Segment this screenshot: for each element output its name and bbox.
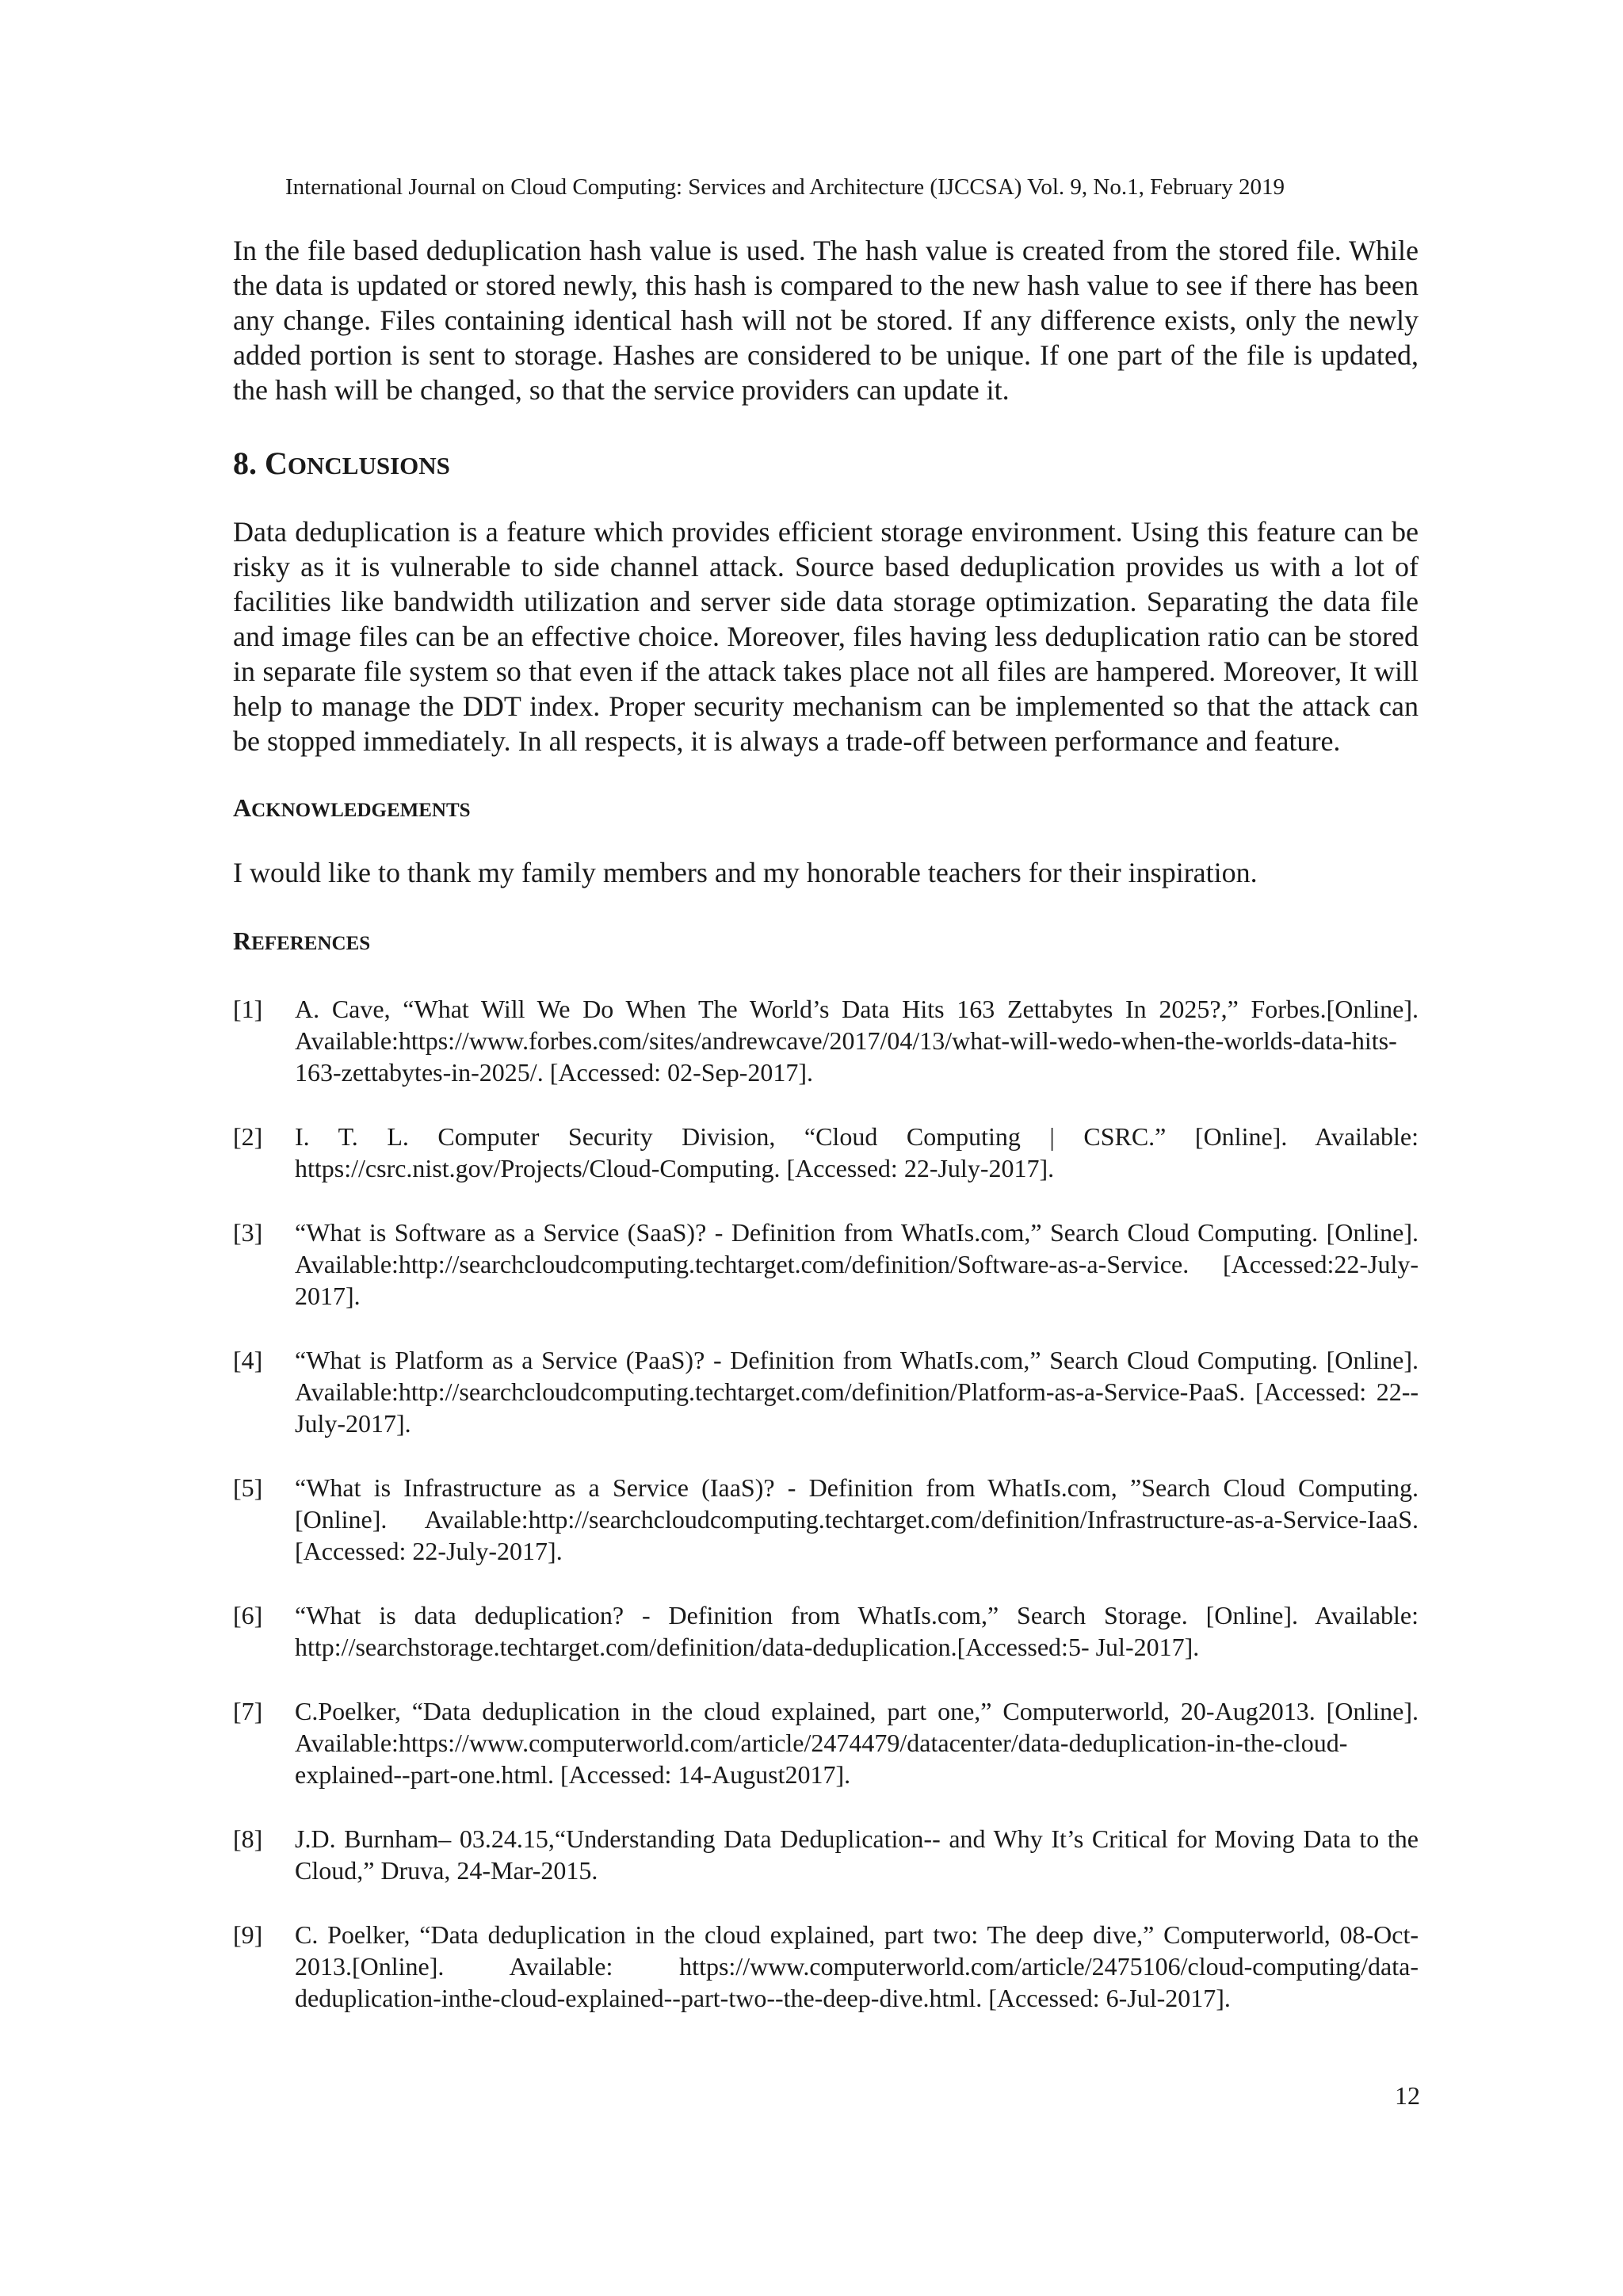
reference-number: [8]: [233, 1824, 263, 1853]
page-number: 12: [1395, 2081, 1420, 2110]
reference-text: “What is data deduplication? - Definition from WhatIs.com,” Search Storage. [Online]. Available: http://searchstorage.techtarget.com/definition/data-deduplication.[Accessed:5- Jul-2017].: [295, 1601, 1419, 1661]
reference-number: [5]: [233, 1473, 263, 1502]
references-title-cap: R: [233, 926, 252, 955]
reference-number: [3]: [233, 1218, 263, 1247]
acknowledgements-heading: [233, 792, 1419, 827]
reference-item: [233, 1217, 1419, 1312]
reference-item: [233, 1695, 1419, 1790]
reference-item: [233, 1472, 1419, 1567]
reference-number: [2]: [233, 1122, 263, 1151]
reference-item: [233, 1344, 1419, 1439]
reference-number: [6]: [233, 1601, 263, 1629]
reference-item: [233, 993, 1419, 1088]
references-heading: [233, 925, 1419, 960]
reference-text: I. T. L. Computer Security Division, “Cloud Computing | CSRC.” [Online]. Available: https://csrc.nist.gov/Projects/Cloud-Computing. [Accessed: 22-July-2017].: [295, 1122, 1419, 1182]
conclusions-title-rest: ONCLUSIONS: [287, 452, 450, 479]
reference-text: C.Poelker, “Data deduplication in the cloud explained, part one,” Computerworld, 20-Aug2013. [Online]. Available:https://www.computerworld.com/article/2474479/datacenter/data-deduplication-in-the-cloud-explained--part-one.html. [Accessed: 14-August2017].: [295, 1697, 1419, 1789]
page-content: [233, 233, 1419, 2014]
reference-text: J.D. Burnham– 03.24.15,“Understanding Data Deduplication-- and Why It’s Critical for Moving Data to the Cloud,” Druva, 24-Mar-2015.: [295, 1824, 1419, 1885]
reference-number: [1]: [233, 995, 263, 1023]
conclusions-number: 8.: [233, 445, 265, 481]
reference-text: “What is Platform as a Service (PaaS)? - Definition from WhatIs.com,” Search Cloud Computing. [Online]. Available:http://searchcloudcomputing.techtarget.com/definition/Platform-as-a-Service-PaaS. [Accessed: 22--July-2017].: [295, 1346, 1419, 1438]
conclusions-title-cap: C: [265, 445, 288, 481]
reference-item: [233, 1919, 1419, 2014]
reference-number: [7]: [233, 1697, 263, 1725]
reference-item: [233, 1823, 1419, 1886]
acknowledgements-paragraph: I would like to thank my family members and my honorable teachers for their inspiration.: [233, 857, 1258, 888]
reference-text: C. Poelker, “Data deduplication in the cloud explained, part two: The deep dive,” Computerworld, 08-Oct-2013.[Online]. Available: https://www.computerworld.com/article/2475106/cloud-computing/data-deduplication-inthe-cloud-explained--part-two--the-deep-dive.html. [Accessed: 6-Jul-2017].: [295, 1920, 1419, 2012]
reference-text: A. Cave, “What Will We Do When The World’s Data Hits 163 Zettabytes In 2025?,” Forbes.[Online]. Available:https://www.forbes.com/sites/andrewcave/2017/04/13/what-will-wedo-when-the-worlds-data-hits-163-zettabytes-in-2025/. [Accessed: 02-Sep-2017].: [295, 995, 1419, 1087]
conclusions-paragraph: Data deduplication is a feature which provides efficient storage environment. Using this feature can be risky as it is vulnerable to side channel attack. Source based deduplication provides us with a lot of facilities like bandwidth utilization and server side data storage optimization. Separating the data file and image files can be an effective choice. Moreover, files having less deduplication ratio can be stored in separate file system so that even if the attack takes place not all files are hampered. Moreover, It will help to manage the DDT index. Proper security mechanism can be implemented so that the attack can be stopped immediately. In all respects, it is always a trade-off between performance and feature.: [233, 516, 1419, 757]
reference-item: [233, 1599, 1419, 1663]
reference-number: [9]: [233, 1920, 263, 1949]
reference-item: [233, 1121, 1419, 1184]
acknowledgements-title-cap: A: [233, 793, 252, 822]
acknowledgements-title-rest: CKNOWLEDGEMENTS: [251, 800, 471, 821]
conclusions-heading: [233, 444, 1419, 486]
running-header: International Journal on Cloud Computing: Services and Architecture (IJCCSA) Vol. 9, No.1, February 2019: [285, 174, 1285, 200]
reference-number: [4]: [233, 1346, 263, 1374]
intro-paragraph: In the file based deduplication hash value is used. The hash value is created from the stored file. While the data is updated or stored newly, this hash is compared to the new hash value to see if there has been any change. Files containing identical hash will not be stored. If any difference exists, only the newly added portion is sent to storage. Hashes are considered to be unique. If one part of the file is updated, the hash will be changed, so that the service providers can update it.: [233, 235, 1419, 406]
references-list: [233, 993, 1419, 2014]
reference-text: “What is Software as a Service (SaaS)? - Definition from WhatIs.com,” Search Cloud Computing. [Online]. Available:http://searchcloudcomputing.techtarget.com/definition/Software-as-a-Service. [Accessed:22-July-2017].: [295, 1218, 1419, 1310]
reference-text: “What is Infrastructure as a Service (IaaS)? - Definition from WhatIs.com, ”Search Cloud Computing. [Online]. Available:http://searchcloudcomputing.techtarget.com/definition/Infrastructure-as-a-Service-IaaS. [Accessed: 22-July-2017].: [295, 1473, 1419, 1565]
references-title-rest: EFERENCES: [251, 933, 371, 954]
